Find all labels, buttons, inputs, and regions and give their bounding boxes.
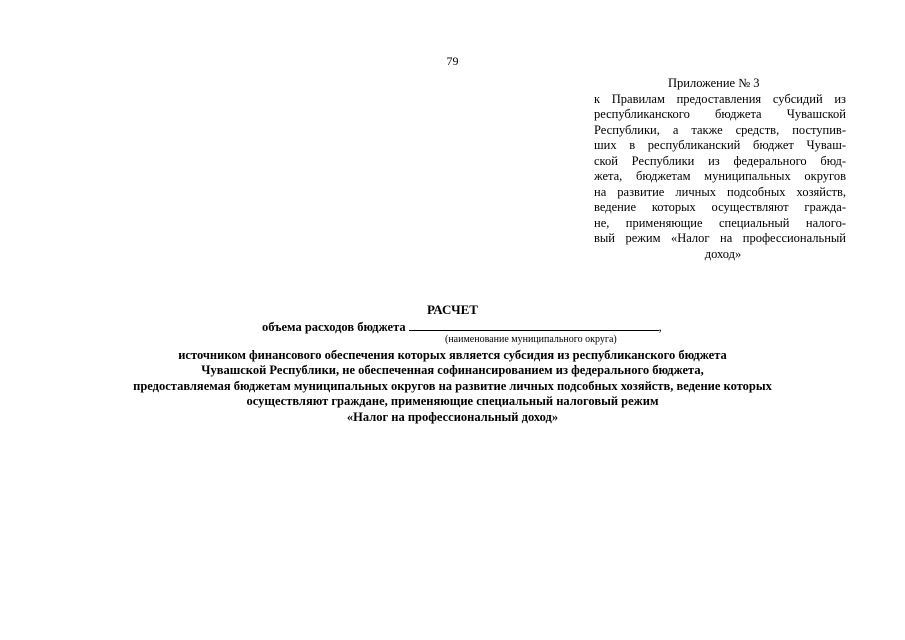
title-body-line: источником финансового обеспечения которых является субсидия из республиканского бюджета xyxy=(178,348,727,362)
subtitle-prefix: объема расходов бюджета xyxy=(262,320,406,334)
title-body-line: «Налог на профессиональный доход» xyxy=(346,409,559,424)
appendix-line: не, применяющие специальный налого- xyxy=(594,215,846,230)
title-body-line: осуществляют граждане, применяющие специальный налоговый режим xyxy=(246,394,659,409)
subtitle-suffix: , xyxy=(658,320,662,334)
page-number: 79 xyxy=(446,54,459,68)
appendix-line: вый режим «Налог на профессиональный xyxy=(594,231,846,245)
appendix-line: жета, бюджетам муниципальных округов xyxy=(594,169,846,183)
appendix-line: ших в республиканский бюджет Чуваш- xyxy=(594,138,846,152)
appendix-line: республиканского бюджета Чувашской xyxy=(594,107,846,121)
appendix-line: ской Республики из федерального бюд- xyxy=(594,153,846,168)
appendix-line: на развитие личных подсобных хозяйств, xyxy=(594,184,846,199)
title-body xyxy=(0,348,905,425)
appendix-line: ведение которых осуществляют гражда- xyxy=(594,200,846,214)
document-title: РАСЧЕТ xyxy=(427,302,478,317)
title-body-line: Чувашской Республики, не обеспеченная софинансированием из федерального бюджета, xyxy=(201,363,704,378)
title-body-line: предоставляемая бюджетам муниципальных округов на развитие личных подсобных хозяйств, ведение которых xyxy=(133,378,772,393)
municipality-hint: (наименование муниципального округа) xyxy=(445,334,617,345)
appendix-line: доход» xyxy=(704,246,742,261)
appendix-block xyxy=(594,76,846,262)
subtitle-row xyxy=(262,318,662,335)
appendix-line: к Правилам предоставления субсидий из xyxy=(594,91,846,106)
appendix-number: Приложение № 3 xyxy=(668,76,760,90)
municipality-blank-line xyxy=(409,318,659,331)
appendix-line: Республики, а также средств, поступив- xyxy=(594,122,846,137)
